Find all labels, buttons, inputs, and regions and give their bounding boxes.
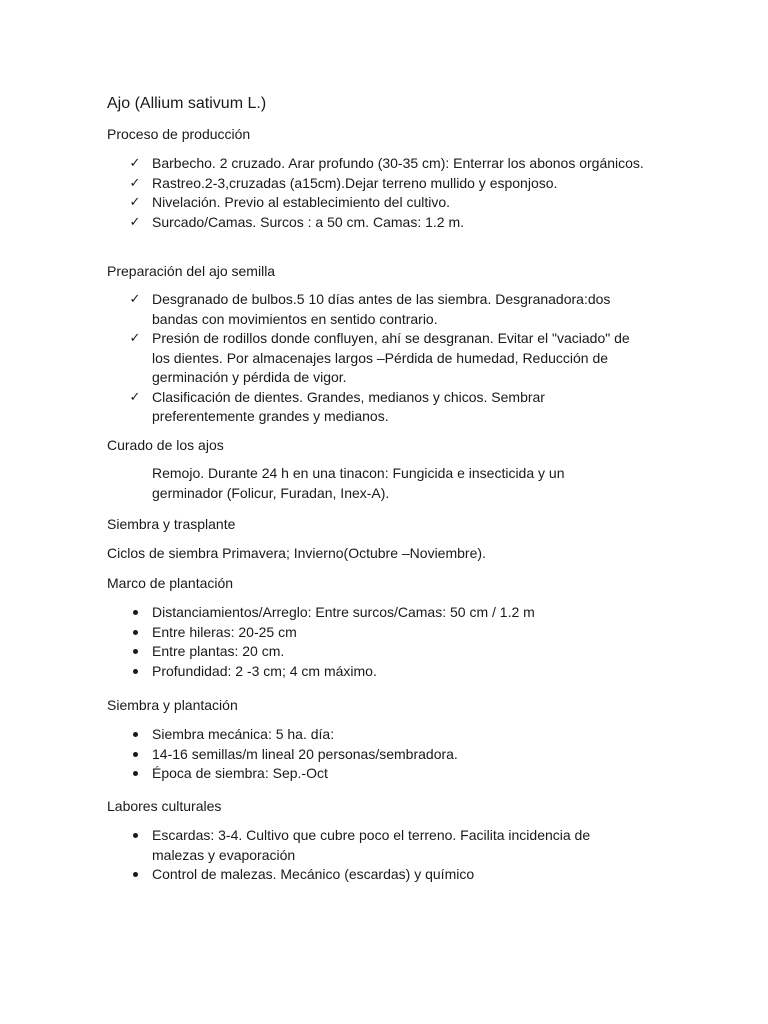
bullet-icon <box>127 826 143 846</box>
list-item-text: Entre plantas: 20 cm. <box>152 643 285 659</box>
bullet-icon <box>127 725 143 745</box>
bullet-list-labores <box>0 826 646 885</box>
check-list-preparacion <box>0 290 646 427</box>
list-item-text: Barbecho. 2 cruzado. Arar profundo (30-35 cm): Enterrar los abonos orgánicos. <box>152 155 644 171</box>
checkmark-icon: ✓ <box>129 292 141 307</box>
checkmark-icon: ✓ <box>129 175 141 191</box>
curado-paragraph: Remojo. Durante 24 h en una tinacon: Fungicida e insecticida y un germinador (Folicur, Furadan, Inex-A). <box>152 465 565 501</box>
list-item <box>0 193 646 213</box>
list-item-text: Profundidad: 2 -3 cm; 4 cm máximo. <box>152 662 377 679</box>
list-item <box>0 388 646 427</box>
list-item-text: Control de malezas. Mecánico (escardas) y químico <box>152 866 475 882</box>
checkmark-icon: ✓ <box>129 195 141 210</box>
bullet-list-siembra-plantacion <box>0 725 646 784</box>
list-item <box>0 745 646 765</box>
list-item <box>0 826 646 865</box>
list-item <box>0 865 646 885</box>
list-item <box>0 154 646 174</box>
list-item <box>0 174 646 194</box>
list-item <box>0 290 646 329</box>
list-item <box>0 213 646 233</box>
list-item-text: Nivelación. Previo al establecimiento del cultivo. <box>152 194 451 210</box>
section-heading-marco: Marco de plantación <box>107 575 234 591</box>
list-item <box>0 764 646 784</box>
section-heading-curado: Curado de los ajos <box>107 437 224 453</box>
list-item-text: Siembra mecánica: 5 ha. día: <box>152 726 335 742</box>
checkmark-icon: ✓ <box>129 214 141 230</box>
checkmark-icon: ✓ <box>129 156 141 171</box>
checkmark-icon: ✓ <box>129 331 141 346</box>
list-item-text: Escardas: 3-4. Cultivo que cubre poco el terreno. Facilita incidencia de malezas y evaporación <box>152 827 591 863</box>
bullet-icon <box>127 764 143 784</box>
section-heading-labores: Labores culturales <box>107 798 222 814</box>
list-item-text: Desgranado de bulbos.5 10 días antes de las siembra. Desgranadora:dos bandas con movimientos en sentido contrario. <box>152 291 611 327</box>
section-heading-siembra-trasplante: Siembra y trasplante <box>107 516 236 532</box>
ciclos-paragraph: Ciclos de siembra Primavera; Invierno(Octubre –Noviembre). <box>107 545 486 561</box>
list-item-text: Entre hileras: 20-25 cm <box>152 623 297 640</box>
list-item-text: Surcado/Camas. Surcos : a 50 cm. Camas: 1.2 m. <box>152 213 465 230</box>
bullet-icon <box>127 745 143 765</box>
list-item-text: Distanciamientos/Arreglo: Entre surcos/Camas: 50 cm / 1.2 m <box>152 604 535 620</box>
list-item <box>0 662 646 682</box>
list-item <box>0 642 646 662</box>
bullet-icon <box>127 603 143 623</box>
section-heading-preparacion: Preparación del ajo semilla <box>107 263 276 279</box>
section-heading-proceso: Proceso de producción <box>107 126 251 142</box>
checkmark-icon: ✓ <box>129 389 141 405</box>
list-item-text: 14-16 semillas/m lineal 20 personas/sembradora. <box>152 745 458 762</box>
bullet-icon <box>127 662 143 682</box>
list-item-text: Rastreo.2-3,cruzadas (a15cm).Dejar terreno mullido y esponjoso. <box>152 174 558 191</box>
document-title: Ajo (Allium sativum L.) <box>107 95 267 112</box>
bullet-icon <box>127 642 143 662</box>
bullet-list-marco <box>0 603 646 681</box>
section-heading-siembra-plantacion: Siembra y plantación <box>107 697 238 713</box>
list-item <box>0 603 646 623</box>
bullet-icon <box>127 623 143 643</box>
list-item-text: Presión de rodillos donde confluyen, ahí se desgranan. Evitar el "vaciado" de los dientes. Por almacenajes largos –Pérdida de humedad, Reducción de germinación y pérdida de vigor. <box>152 330 630 385</box>
bullet-icon <box>127 865 143 885</box>
list-item <box>0 623 646 643</box>
list-item <box>0 725 646 745</box>
list-item-text: Época de siembra: Sep.-Oct <box>152 765 328 781</box>
list-item <box>0 329 646 388</box>
check-list-proceso <box>0 154 646 232</box>
list-item-text: Clasificación de dientes. Grandes, medianos y chicos. Sembrar preferentemente grandes y medianos. <box>152 388 545 424</box>
